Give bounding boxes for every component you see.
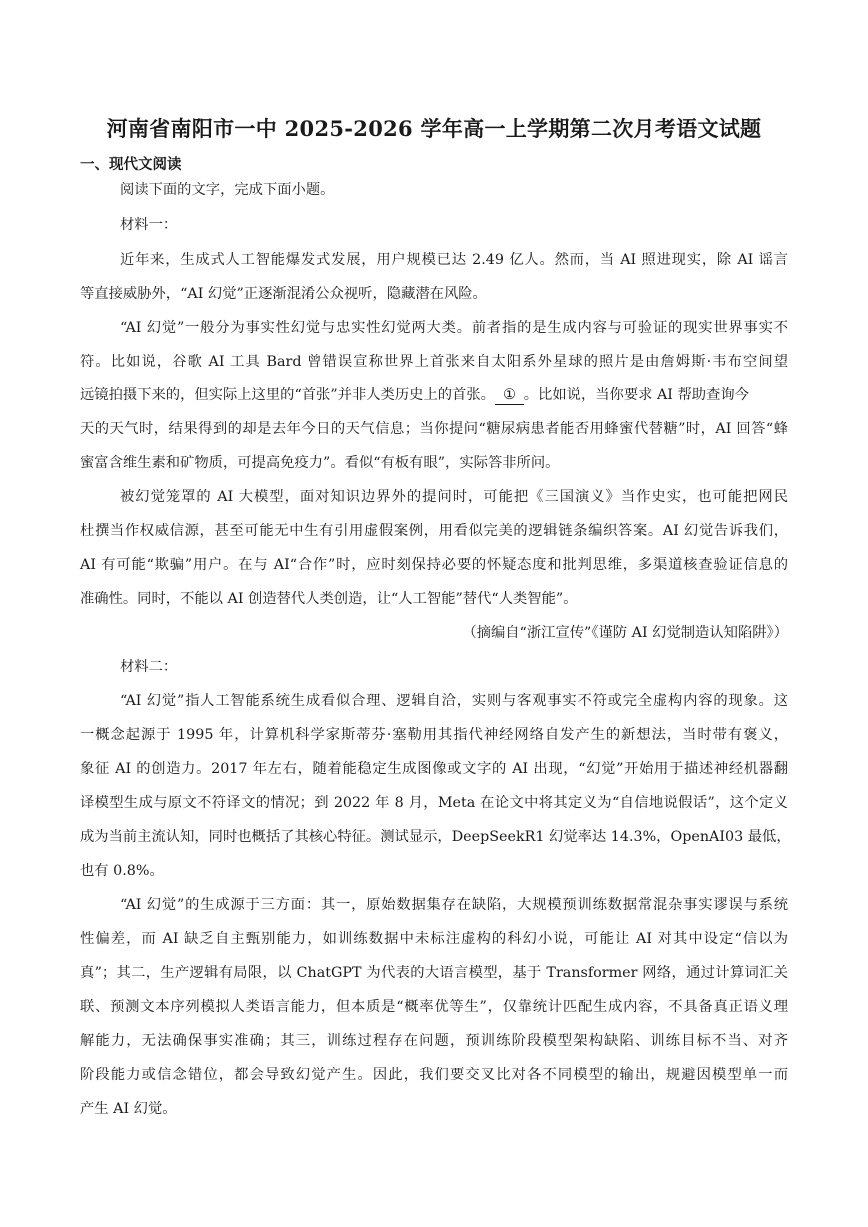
material2-p2-line: 性偏差，而 AI 缺乏自主甄别能力，如训练数据中未标注虚构的科幻小说，可能让 AI 对其中设定“信以为: [80, 931, 788, 947]
material2-p1-line: “AI 幻觉”指人工智能系统生成看似合理、逻辑自洽，实则与客观事实不符或完全虚构内容的现象。这: [120, 693, 788, 709]
material1-source: （摘编自“浙江宣传”《谨防 AI 幻觉制造认知陷阱》）: [462, 625, 788, 641]
material2-p2-line: 产生 AI 幻觉。: [80, 1101, 177, 1117]
material1-p2-line: 符。比如说，谷歌 AI 工具 Bard 曾错误宣称世界上首张来自太阳系外星球的照片是由詹姆斯·韦布空间望: [80, 354, 788, 370]
material2-p2-line: 解能力，无法确保事实准确；其三，训练过程存在问题，预训练阶段模型架构缺陷、训练目标不当、对齐: [80, 1033, 788, 1049]
material2-p2-line: 阶段能力或信念错位，都会导致幻觉产生。因此，我们要交叉比对各不同模型的输出，规避因模型单一而: [80, 1067, 788, 1083]
material2-p1-line: 也有 0.8%。: [80, 863, 164, 879]
instruction-text: 阅读下面的文字，完成下面小题。: [120, 182, 335, 198]
material2-p1-line: 成为当前主流认知，同时也概括了其核心特征。测试显示，DeepSeekR1 幻觉率达 14.3%，OpenAI03 最低，: [80, 829, 791, 845]
material2-label: 材料二：: [120, 659, 178, 675]
material2-p2-line: 联、预测文本序列模拟人类语言能力，但本质是“概率优等生”，仅靠统计匹配生成内容，不具备真正语义理: [80, 999, 788, 1015]
material1-p2-line-with-blank: [80, 385, 788, 405]
material1-p2-line: 天的天气时，结果得到的却是去年今日的天气信息；当你提问“糖尿病患者能否用蜂蜜代替糖”时，AI 回答“蜂: [80, 421, 788, 437]
material2-p1-line: 一概念起源于 1995 年，计算机科学家斯蒂芬·塞勒用其指代神经网络自发产生的新想法，当时带有褒义，: [80, 727, 788, 743]
document-title: 河南省南阳市一中 2025-2026 学年高一上学期第二次月考语文试题: [106, 116, 762, 141]
material1-p2-text-after-blank: 。比如说，当你要求 AI 帮助查询今: [523, 387, 749, 403]
material2-p1-line: 象征 AI 的创造力。2017 年左右，随着能稳定生成图像或文字的 AI 出现，“幻觉”开始用于描述神经机器翻: [80, 761, 788, 777]
material1-p3-line: 杜撰当作权威信源，甚至可能无中生有引用虚假案例，用看似完美的逻辑链条编织答案。AI 幻觉告诉我们，: [80, 523, 788, 539]
material1-p3-line: AI 有可能“欺骗”用户。在与 AI“合作”时，应时刻保持必要的怀疑态度和批判思维，多渠道核查验证信息的: [80, 557, 788, 573]
section-heading: 一、现代文阅读: [80, 156, 182, 173]
material2-p2-line: “AI 幻觉”的生成源于三方面：其一，原始数据集存在缺陷，大规模预训练数据常混杂事实谬误与系统: [120, 897, 788, 913]
material2-p1-line: 译模型生成与原文不符译文的情况；到 2022 年 8 月，Meta 在论文中将其定义为“自信地说假话”，这个定义: [80, 795, 788, 811]
material1-p1-line: 等直接威胁外，“AI 幻觉”正逐渐混淆公众视听，隐藏潜在风险。: [80, 286, 487, 302]
material1-label: 材料一：: [120, 217, 178, 233]
material2-p2-line: 真”；其二，生产逻辑有局限，以 ChatGPT 为代表的大语言模型，基于 Transformer 网络，通过计算词汇关: [80, 965, 788, 981]
material1-p2-line: 蜜富含维生素和矿物质，可提高免疫力”。看似“有板有眼”，实际答非所问。: [80, 455, 560, 471]
material1-p1-line: 近年来，生成式人工智能爆发式发展，用户规模已达 2.49 亿人。然而，当 AI 照进现实，除 AI 谣言: [120, 252, 788, 268]
material1-p3-line: 被幻觉笼罩的 AI 大模型，面对知识边界外的提问时，可能把《三国演义》当作史实，也可能把网民: [120, 489, 788, 505]
material1-p2-text-before-blank: 远镜拍摄下来的，但实际上这里的“首张”并非人类历史上的首张。: [80, 387, 495, 403]
material1-p2-line: “AI 幻觉”一般分为事实性幻觉与忠实性幻觉两大类。前者指的是生成内容与可验证的现实世界事实不: [120, 320, 788, 336]
fill-blank-1: ①: [495, 387, 524, 405]
material1-p3-line: 准确性。同时，不能以 AI 创造替代人类创造，让“人工智能”替代“人类智能”。: [80, 591, 578, 607]
